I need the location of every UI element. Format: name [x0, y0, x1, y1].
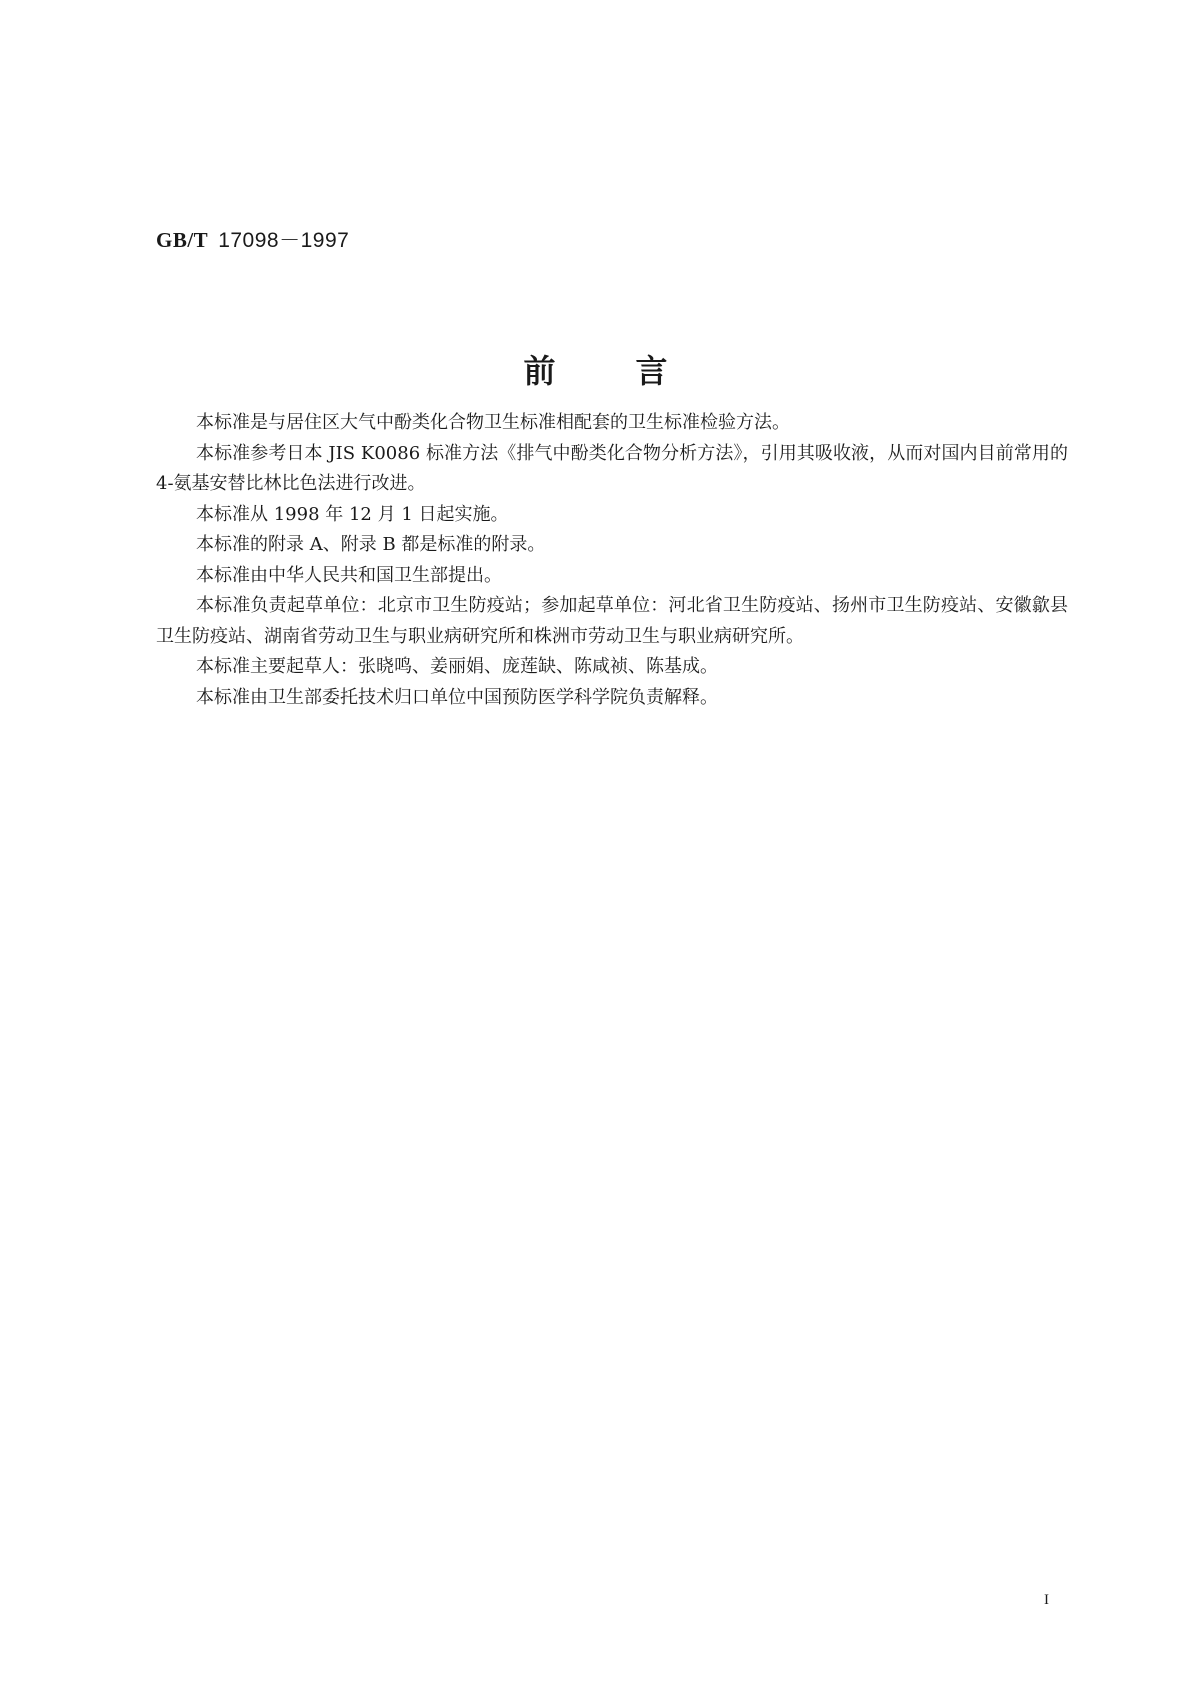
page-title: 前言 [523, 352, 748, 390]
paragraph: 本标准由卫生部委托技术归口单位中国预防医学科学院负责解释。 [196, 686, 718, 708]
standard-prefix: GB/T [156, 228, 209, 252]
paragraph: 本标准负责起草单位：北京市卫生防疫站；参加起草单位：河北省卫生防疫站、扬州市卫生防疫站、安徽歙县卫生防疫站、湖南省劳动卫生与职业病研究所和株洲市劳动卫生与职业病研究所。 [156, 595, 1068, 647]
paragraph: 本标准由中华人民共和国卫生部提出。 [196, 564, 502, 586]
paragraph: 本标准的附录 A、附录 B 都是标准的附录。 [196, 534, 546, 555]
paragraph: 本标准从 1998 年 12 月 1 日起实施。 [196, 503, 509, 525]
paragraph: 本标准参考日本 JIS K0086 标准方法《排气中酚类化合物分析方法》，引用其吸收液，从而对国内目前常用的 4-氨基安替比林比色法进行改进。 [156, 442, 1068, 494]
paragraph: 本标准主要起草人：张晓鸣、姜丽娟、庞莲缺、陈咸祯、陈基成。 [196, 656, 718, 677]
paragraph: 本标准是与居住区大气中酚类化合物卫生标准相配套的卫生标准检验方法。 [196, 412, 790, 433]
page-number: I [1044, 1592, 1049, 1608]
foreword-body [156, 408, 1068, 713]
standard-number [156, 224, 349, 254]
standard-code: 17098－1997 [218, 229, 350, 252]
